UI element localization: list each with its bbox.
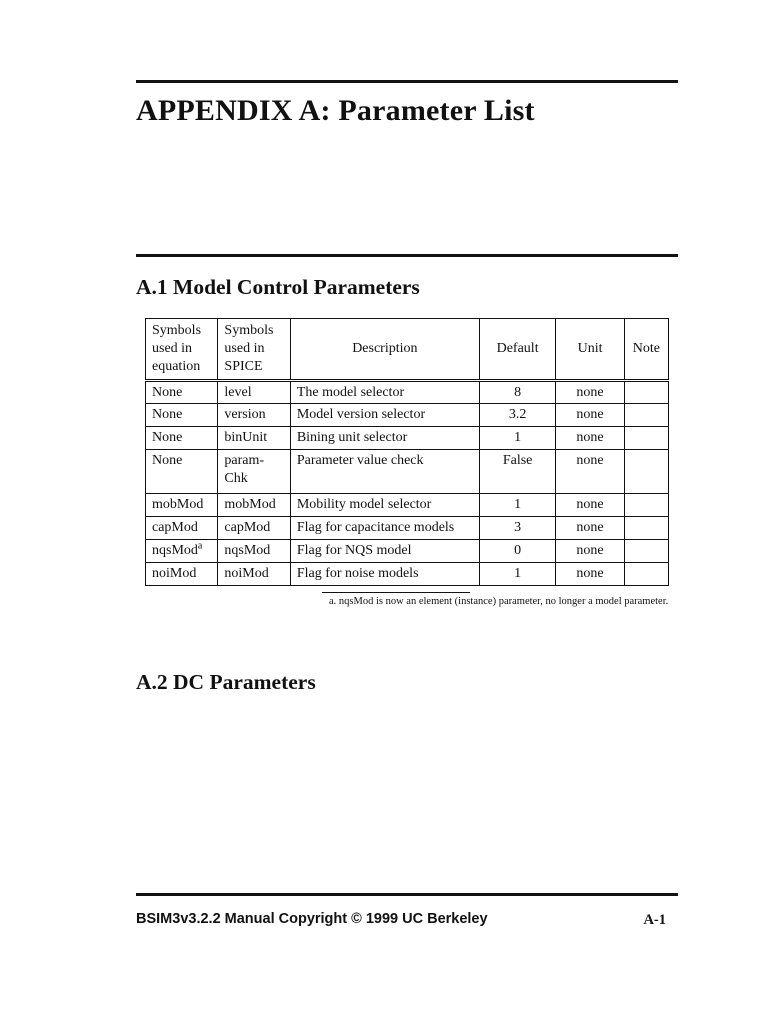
cell-symbol-spice: noiMod [218, 563, 290, 586]
cell-description: Parameter value check [290, 450, 479, 494]
cell-symbol-spice: param-Chk [218, 450, 290, 494]
table-header-row [146, 319, 669, 381]
header-default: Default [479, 319, 555, 381]
cell-description: Flag for NQS model [290, 540, 479, 563]
cell-note [624, 427, 668, 450]
cell-description: Model version selector [290, 404, 479, 427]
table-row [146, 381, 669, 404]
table-row [146, 450, 669, 494]
cell-description: Bining unit selector [290, 427, 479, 450]
cell-symbol-spice: level [218, 381, 290, 404]
cell-note [624, 540, 668, 563]
cell-unit: none [556, 404, 624, 427]
cell-symbol-spice: nqsMod [218, 540, 290, 563]
cell-description: Mobility model selector [290, 494, 479, 517]
header-description: Description [290, 319, 479, 381]
header-note: Note [624, 319, 668, 381]
cell-note [624, 404, 668, 427]
top-rule [136, 80, 678, 83]
table-row [146, 540, 669, 563]
cell-default: 1 [479, 494, 555, 517]
section-heading-model-control: A.1 Model Control Parameters [136, 275, 420, 299]
cell-default: 8 [479, 381, 555, 404]
cell-unit: none [556, 381, 624, 404]
footnote-marker: a [197, 540, 203, 552]
cell-symbol-equation: None [146, 381, 218, 404]
cell-description: Flag for noise models [290, 563, 479, 586]
cell-note [624, 517, 668, 540]
cell-note [624, 494, 668, 517]
section-heading-dc-parameters: A.2 DC Parameters [136, 670, 316, 694]
footnote-rule [322, 592, 470, 593]
cell-description: The model selector [290, 381, 479, 404]
header-symbols-spice: Symbols used in SPICE [218, 319, 290, 381]
parameter-table [145, 318, 669, 586]
table-row [146, 563, 669, 586]
cell-unit: none [556, 450, 624, 494]
cell-description: Flag for capacitance models [290, 517, 479, 540]
cell-symbol-equation: nqsMod$^a$ [146, 540, 218, 563]
cell-symbol-spice: mobMod [218, 494, 290, 517]
page-number: A-1 [643, 912, 666, 928]
table-row [146, 404, 669, 427]
cell-default: 1 [479, 427, 555, 450]
cell-symbol-spice: version [218, 404, 290, 427]
cell-unit: none [556, 427, 624, 450]
cell-symbol-equation: None [146, 427, 218, 450]
cell-symbol-equation: mobMod [146, 494, 218, 517]
cell-note [624, 563, 668, 586]
table-row [146, 517, 669, 540]
cell-unit: none [556, 563, 624, 586]
cell-unit: none [556, 540, 624, 563]
cell-default: False [479, 450, 555, 494]
footer-copyright: BSIM3v3.2.2 Manual Copyright © 1999 UC Berkeley [136, 911, 488, 927]
cell-default: 3 [479, 517, 555, 540]
cell-symbol-equation: None [146, 404, 218, 427]
footnote: a. nqsMod is now an element (instance) parameter, no longer a model parameter. [329, 596, 669, 607]
header-unit: Unit [556, 319, 624, 381]
cell-symbol-equation: None [146, 450, 218, 494]
header-symbols-equation: Symbols used in equation [146, 319, 218, 381]
cell-symbol-spice: binUnit [218, 427, 290, 450]
appendix-title: APPENDIX A: Parameter List [136, 94, 535, 127]
table-row [146, 494, 669, 517]
cell-unit: none [556, 494, 624, 517]
cell-unit: none [556, 517, 624, 540]
footer-rule [136, 893, 678, 896]
cell-symbol-spice: capMod [218, 517, 290, 540]
section-rule [136, 254, 678, 257]
cell-default: 1 [479, 563, 555, 586]
cell-default: 3.2 [479, 404, 555, 427]
table-row [146, 427, 669, 450]
cell-symbol-equation: capMod [146, 517, 218, 540]
cell-note [624, 450, 668, 494]
cell-symbol-equation: noiMod [146, 563, 218, 586]
cell-default: 0 [479, 540, 555, 563]
cell-note [624, 381, 668, 404]
